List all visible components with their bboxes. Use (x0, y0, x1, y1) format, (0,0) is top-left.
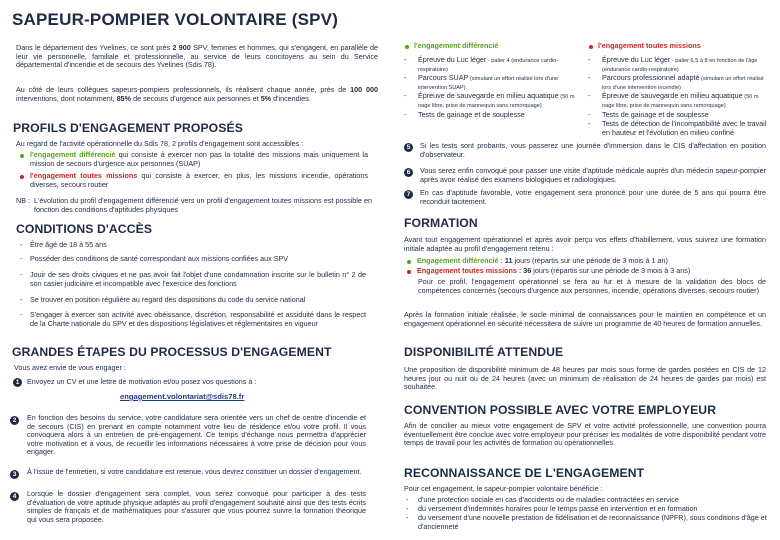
tests-col1-list: - Épreuve du Luc léger - palier 4 (endurance cardio-respiratoire) - Parcours SUAP (simulant un effort réalisé lors d'une intervention SUAP) - Épreuve de sauvegarde en milieu aquatique (50 m nage libre, prise de mannequin sans remorquage) - Tests de gainage et de souplesse (404, 55, 575, 119)
intro-paragraph-2: Au côté de leurs collègues sapeurs-pompiers professionnels, ils réalisent chaque année, près de 100 000 interventions, dont notamment, 85% de secours d'urgence aux personnes et 5% d'incendies. (16, 85, 378, 103)
red-bullet (407, 270, 411, 274)
condition-item: Être âgé de 18 à 55 ans (30, 240, 107, 249)
formation-lead: Avant tout engagement opérationnel et après avoir perçu vos effets d'habillement, vous suivrez une formation initiale adaptée au profil d'engagement retenu : (404, 235, 766, 253)
dash: - (20, 240, 23, 249)
step-text: Envoyez un CV et une lettre de motivation et/ou posez vos questions à : (27, 377, 257, 386)
formation-toutes-missions-detail: Pour ce profil, l'engagement opérationnel se fera au fur et à mesure de la validation des blocs de compétences concernés (secours d'urgence aux personnes, incendie, opérations diverses, secours routier) (418, 277, 766, 295)
step-text: Si les tests sont probants, vous passerez une journée d'immersion dans le CIS d'affectation en position d'observateur. (420, 141, 766, 159)
disponibilite-heading: DISPONIBILITÉ ATTENDUE (404, 345, 564, 359)
step-number: 1 (13, 378, 22, 387)
step-text: Lorsque le dossier d'engagement sera complet, vous serez convoqué pour participer à des tests d'évaluation de votre aptitude physique adaptés au profil d'engagement souhaité ainsi que des tests écrits simples de français et de mathématiques pour s'assurer que vous pourrez suivre la formation théorique qui vous sera proposée. (27, 489, 366, 524)
red-bullet (589, 45, 593, 49)
convention-text: Afin de concilier au mieux votre engagement de SPV et votre activité professionnelle, une convention pourra éventuellement être conclue avec votre employeur pour préciser les modalités de votre disponibilité pendant votre temps de travail pour les activités de formation ou opérationnelles. (404, 421, 766, 448)
condition-item: Se trouver en position régulière au regard des dispositions du code du service national (30, 295, 306, 304)
step-number: 2 (10, 416, 19, 425)
formation-toutes-missions: Engagement toutes missions : 36 jours (répartis sur une période de 3 mois à 3 ans) (417, 266, 691, 275)
etapes-heading: GRANDES ÉTAPES DU PROCESSUS D'ENGAGEMENT (12, 345, 332, 359)
green-bullet (407, 260, 411, 264)
condition-item: S'engager à exercer son activité avec obéissance, discrétion, responsabilité et assiduité dans le respect de la Charte nationale du SPV et des dispositions législatives et réglementaires en vigueur (30, 310, 366, 328)
convention-heading: CONVENTION POSSIBLE AVEC VOTRE EMPLOYEUR (404, 403, 717, 417)
contact-email-link[interactable]: engagement.volontariat@sdis78.fr (120, 392, 245, 401)
nb-text: L'évolution du profil d'engagement différencié vers un profil d'engagement toutes missions est possible en fonction des conditions d'aptitudes physiques (34, 196, 372, 214)
step-number: 6 (404, 168, 413, 177)
reconnaissance-item: d'une protection sociale en cas d'accidents ou de maladies contractées en service (418, 495, 679, 504)
step-number: 4 (10, 492, 19, 501)
step-text: Vous serez enfin convoqué pour passer une visite d'aptitude médicale auprès d'un médecin sapeur-pompier après avoir réalisé des examens biologiques et radiologiques. (420, 166, 766, 184)
step-text: À l'issue de l'entretien, si votre candidature est retenue, vous devrez constituer un dossier d'engagement. (27, 467, 362, 476)
tests-col2-list: - Épreuve du Luc léger - palier 6,5 à 8 en fonction de l'âge (endurance cardio-respiratoire) - Parcours professionnel adapté (simulant un effort réalisé lors d'une intervention incendie) - Épreuve de sauvegarde en milieu aquatique (50 m nage libre, prise de mannequin sans remorquage) - Tests de gainage et de souplesse - Tests de détection de l'incompatibilité avec le travail en hauteur et l'évolution en milieu confiné (588, 55, 767, 137)
intro-paragraph-1: Dans le département des Yvelines, ce sont près 2 900 SPV, femmes et hommes, qui s'engagent, en parallèle de leur vie personnelle, familiale et professionnelle, au service de leurs concitoyens au sein du Service départemental d'incendie et de secours des Yvelines (Sdis 78). (16, 43, 378, 70)
profil-toutes-missions: l'engagement toutes missions qui consiste à exercer, en plus, les missions incendie, opérations diverses, secours routier (30, 171, 368, 189)
dash: - (406, 513, 409, 522)
dash: - (20, 270, 23, 279)
tests-col2-title: l'engagement toutes missions (598, 41, 701, 50)
profils-heading: PROFILS D'ENGAGEMENT PROPOSÉS (13, 121, 243, 135)
tests-col1-title: l'engagement différencié (414, 41, 499, 50)
page-title: SAPEUR-POMPIER VOLONTAIRE (SPV) (12, 10, 339, 29)
dash: - (406, 504, 409, 513)
step-number: 7 (404, 190, 413, 199)
step-number: 3 (10, 470, 19, 479)
dash: - (20, 295, 23, 304)
dash: - (20, 254, 23, 263)
dash: - (406, 495, 409, 504)
step-text: En cas d'aptitude favorable, votre engagement sera prononcé pour une durée de 5 ans qui pourra être reconduit tacitement. (420, 188, 766, 206)
profil-differencie: l'engagement différencié qui consiste à exercer non pas la totalité des missions mais uniquement la mission de secours d'urgence aux personnes (SUAP) (30, 150, 368, 168)
profils-lead: Au regard de l'activité opérationnelle du Sdis 78, 2 profils d'engagement sont accessibles : (16, 139, 304, 148)
step-text: En fonction des besoins du service, votre candidature sera orientée vers un chef de centre d'incendie et de secours (CIS) en prenant en compte notamment votre lieu de résidence et/ou votre profil. Il vous convoquera alors à un entretien de pré-engagement. Ce temps d'échange nous permettra d'apprécier votre motivation et à vous, de recueillir les informations nécessaires à votre prise de décision pour vous engager. (27, 413, 366, 457)
step-number: 5 (404, 143, 413, 152)
condition-item: Jouir de ses droits civiques et ne pas avoir fait l'objet d'une condamnation inscrite sur le bulletin n° 2 de son casier judiciaire et incompatible avec l'exercice des fonctions (30, 270, 366, 288)
green-bullet (20, 154, 24, 158)
reconnaissance-item: du versement d'une nouvelle prestation de fidélisation et de reconnaissance (NPFR), sous conditions d'âge et d'ancienneté (418, 513, 767, 531)
reconnaissance-heading: RECONNAISSANCE DE L'ENGAGEMENT (404, 466, 645, 480)
red-bullet (20, 175, 24, 179)
formation-after: Après la formation initiale réalisée, le socle minimal de connaissances pour le maintien en compétence et un engagement opérationnel en sécurité nécessitera de suivre un programme de 40 heures de formation annuelles. (404, 310, 766, 328)
etapes-lead: Vous avez envie de vous engager : (14, 363, 126, 372)
formation-heading: FORMATION (404, 216, 478, 230)
conditions-heading: CONDITIONS D'ACCÈS (16, 222, 153, 236)
condition-item: Posséder des conditions de santé correspondant aux missions confiées aux SPV (30, 254, 289, 263)
reconnaissance-item: du versement d'indemnités horaires pour le temps passé en intervention et en formation (418, 504, 698, 513)
disponibilite-text: Une proposition de disponibilité minimum de 48 heures par mois sous forme de gardes postées en CIS de 12 heures jour ou nuit ou de 24 heures (avec un minimum de réalisation de 24 heures de gardes par mois) est souhaitée. (404, 365, 766, 392)
nb-label: NB : (16, 196, 30, 205)
reconnaissance-lead: Pour cet engagement, le sapeur-pompier volontaire bénéficie : (404, 484, 603, 493)
dash: - (20, 310, 23, 319)
formation-differencie: Engagement différencié : 11 jours (répartis sur une période de 3 mois à 1 an) (417, 256, 668, 265)
green-bullet (405, 45, 409, 49)
